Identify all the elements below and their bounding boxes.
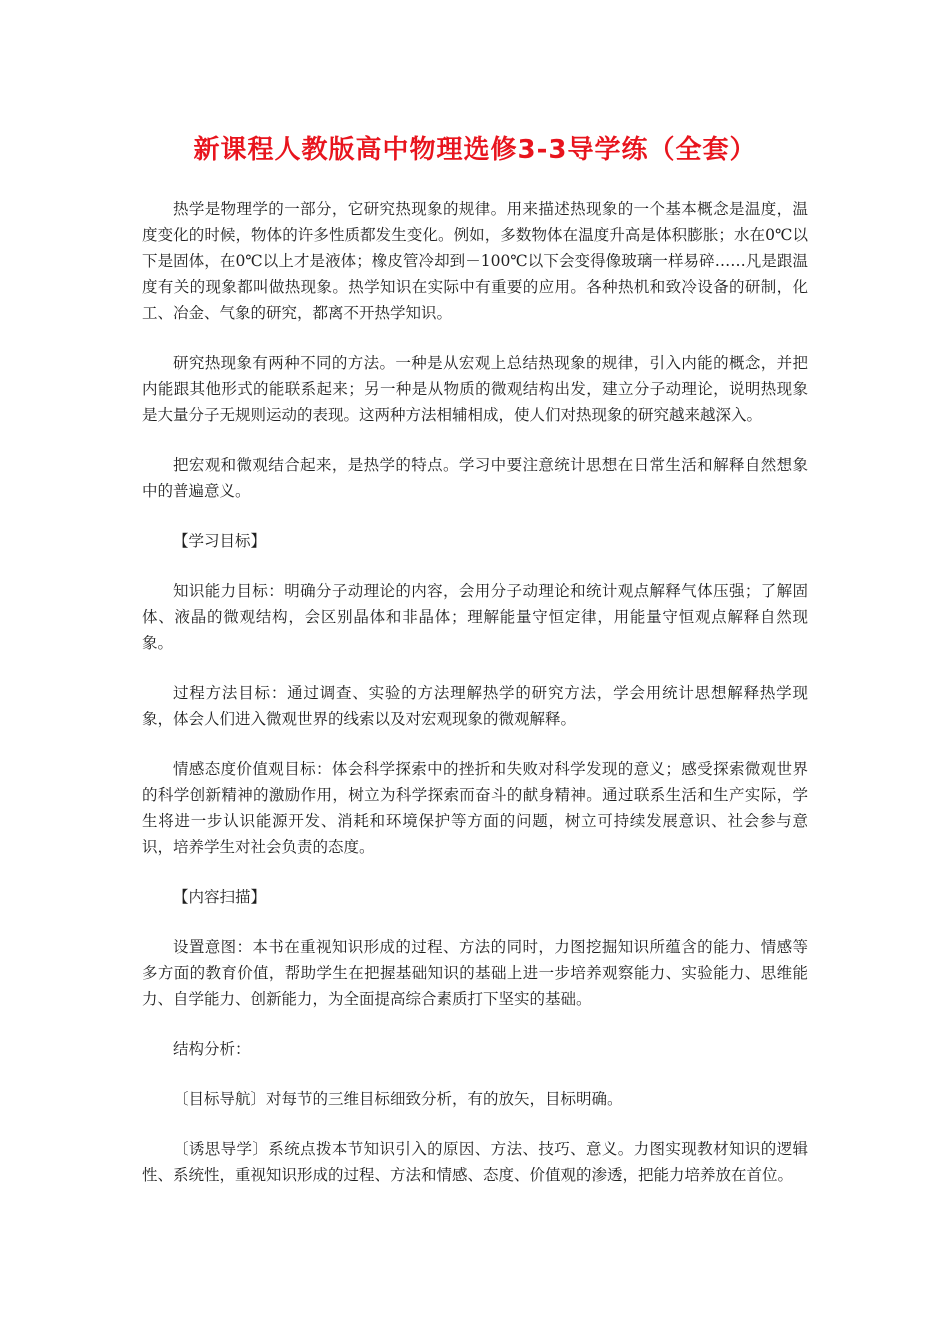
paragraph-attitude-goal: 情感态度价值观目标：体会科学探索中的挫折和失败对科学发现的意义；感受探索微观世界的科学创新精神的激励作用，树立为科学探索而奋斗的献身精神。通过联系生活和生产实际，学生将进一步认识能源开发、消耗和环境保护等方面的问题，树立可持续发展意识、社会参与意识，培养学生对社会负责的态度。 [142,760,808,856]
paragraph-features: 把宏观和微观结合起来，是热学的特点。学习中要注意统计思想在日常生活和解释自然想象中的普遍意义。 [142,456,808,500]
document-body [142,196,808,1212]
paragraph-knowledge-goal: 知识能力目标：明确分子动理论的内容，会用分子动理论和统计观点解释气体压强；了解固体、液晶的微观结构，会区别晶体和非晶体；理解能量守恒定律，用能量守恒观点解释自然现象。 [142,582,808,652]
paragraph-process-goal: 过程方法目标：通过调查、实验的方法理解热学的研究方法，学会用统计思想解释热学现象，体会人们进入微观世界的线索以及对宏观现象的微观解释。 [142,684,808,728]
paragraph-design-intent: 设置意图：本书在重视知识形成的过程、方法的同时，力图挖掘知识所蕴含的能力、情感等多方面的教育价值，帮助学生在把握基础知识的基础上进一步培养观察能力、实验能力、思维能力、自学能力、创新能力，为全面提高综合素质打下坚实的基础。 [142,938,808,1008]
paragraph-structure-label: 结构分析： [173,1040,251,1058]
paragraph-goal-navigation: 〔目标导航〕对每节的三维目标细致分析，有的放矢，目标明确。 [173,1090,623,1108]
document-title: 新课程人教版高中物理选修3-3导学练（全套） [193,135,757,165]
section-heading-content-scan: 【内容扫描】 [173,888,267,906]
paragraph-methods: 研究热现象有两种不同的方法。一种是从宏观上总结热现象的规律，引入内能的概念，并把内能跟其他形式的能联系起来；另一种是从物质的微观结构出发，建立分子动理论，说明热现象是大量分子无规则运动的表现。这两种方法相辅相成，使人们对热现象的研究越来越深入。 [142,354,808,424]
section-heading-learning-goals: 【学习目标】 [173,532,267,550]
paragraph-guided-study: 〔诱思导学〕系统点拨本节知识引入的原因、方法、技巧、意义。力图实现教材知识的逻辑性、系统性，重视知识形成的过程、方法和情感、态度、价值观的渗透，把能力培养放在首位。 [142,1140,808,1184]
paragraph-intro: 热学是物理学的一部分，它研究热现象的规律。用来描述热现象的一个基本概念是温度，温度变化的时候，物体的许多性质都发生变化。例如，多数物体在温度升高是体积膨胀；水在0℃以下是固体，在0℃以上才是液体；橡皮管冷却到－100℃以下会变得像玻璃一样易碎……凡是跟温度有关的现象都叫做热现象。热学知识在实际中有重要的应用。各种热机和致冷设备的研制，化工、冶金、气象的研究，都离不开热学知识。 [142,200,808,322]
